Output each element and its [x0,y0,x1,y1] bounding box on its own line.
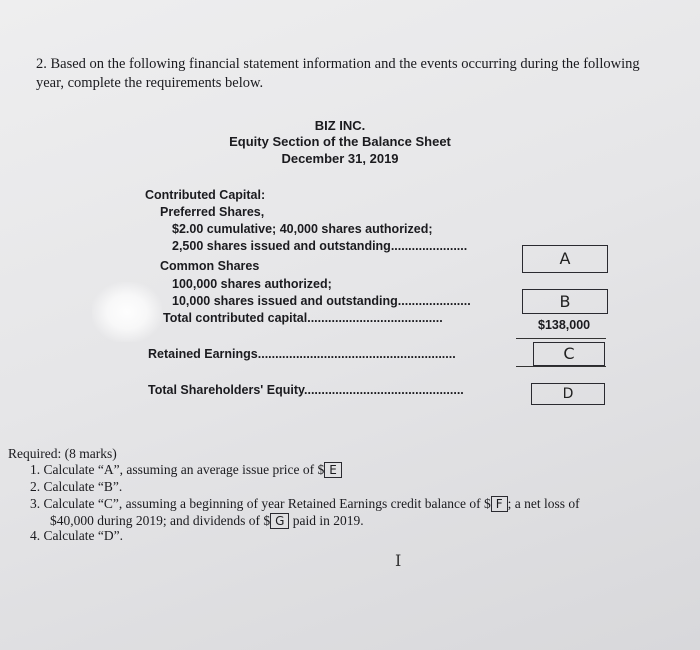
required-item-3-line-2-suffix: paid in 2019. [289,513,364,528]
total-contributed-label: Total contributed capital....................................... [163,311,443,325]
statement-title: Equity Section of the Balance Sheet [229,134,451,149]
common-issued: 10,000 shares issued and outstanding..................... [172,294,471,308]
retained-underline [516,366,606,367]
total-contributed-value: $138,000 [538,318,591,332]
question-line-2: year, complete the requirements below. [36,75,264,91]
common-authorized: 100,000 shares authorized; [172,277,332,291]
answer-box-d: D [531,383,605,405]
inline-box-f: F [491,496,508,512]
required-item-3-suffix: ; a net loss of [507,496,580,511]
contributed-capital-label: Contributed Capital: [145,188,266,202]
statement-date: December 31, 2019 [281,151,399,166]
preferred-shares-label: Preferred Shares, [160,205,265,219]
required-item-3-line-2-text: $40,000 during 2019; and dividends of $ [50,513,271,528]
required-item-3 [30,496,580,512]
required-item-3-line-2 [50,513,364,529]
total-underline [516,338,606,339]
answer-box-a: A [522,245,608,273]
inline-box-g: G [270,513,289,529]
inline-box-e: E [324,462,342,478]
preferred-terms: $2.00 cumulative; 40,000 shares authorized; [172,222,433,236]
camera-glare [92,282,162,342]
total-equity-label: Total Shareholders' Equity.............................................. [148,383,464,397]
required-item-3-text: 3. Calculate “C”, assuming a beginning of year Retained Earnings credit balance of $ [30,496,491,511]
required-heading: Required: (8 marks) [8,446,117,461]
required-item-1-text: 1. Calculate “A”, assuming an average issue price of $ [30,462,325,477]
required-item-2: 2. Calculate “B”. [30,479,123,494]
retained-earnings-label: Retained Earnings......................................................... [148,347,456,361]
text-cursor-icon: I [395,551,402,570]
preferred-issued: 2,500 shares issued and outstanding...................... [172,239,468,253]
required-item-1 [30,462,342,478]
company-name: BIZ INC. [314,118,366,133]
required-item-4: 4. Calculate “D”. [30,528,123,543]
common-shares-label: Common Shares [160,259,260,273]
answer-box-c: C [533,342,605,366]
answer-box-b: B [522,289,608,314]
question-line-1: 2. Based on the following financial statement information and the events occurring during the following [36,56,640,72]
